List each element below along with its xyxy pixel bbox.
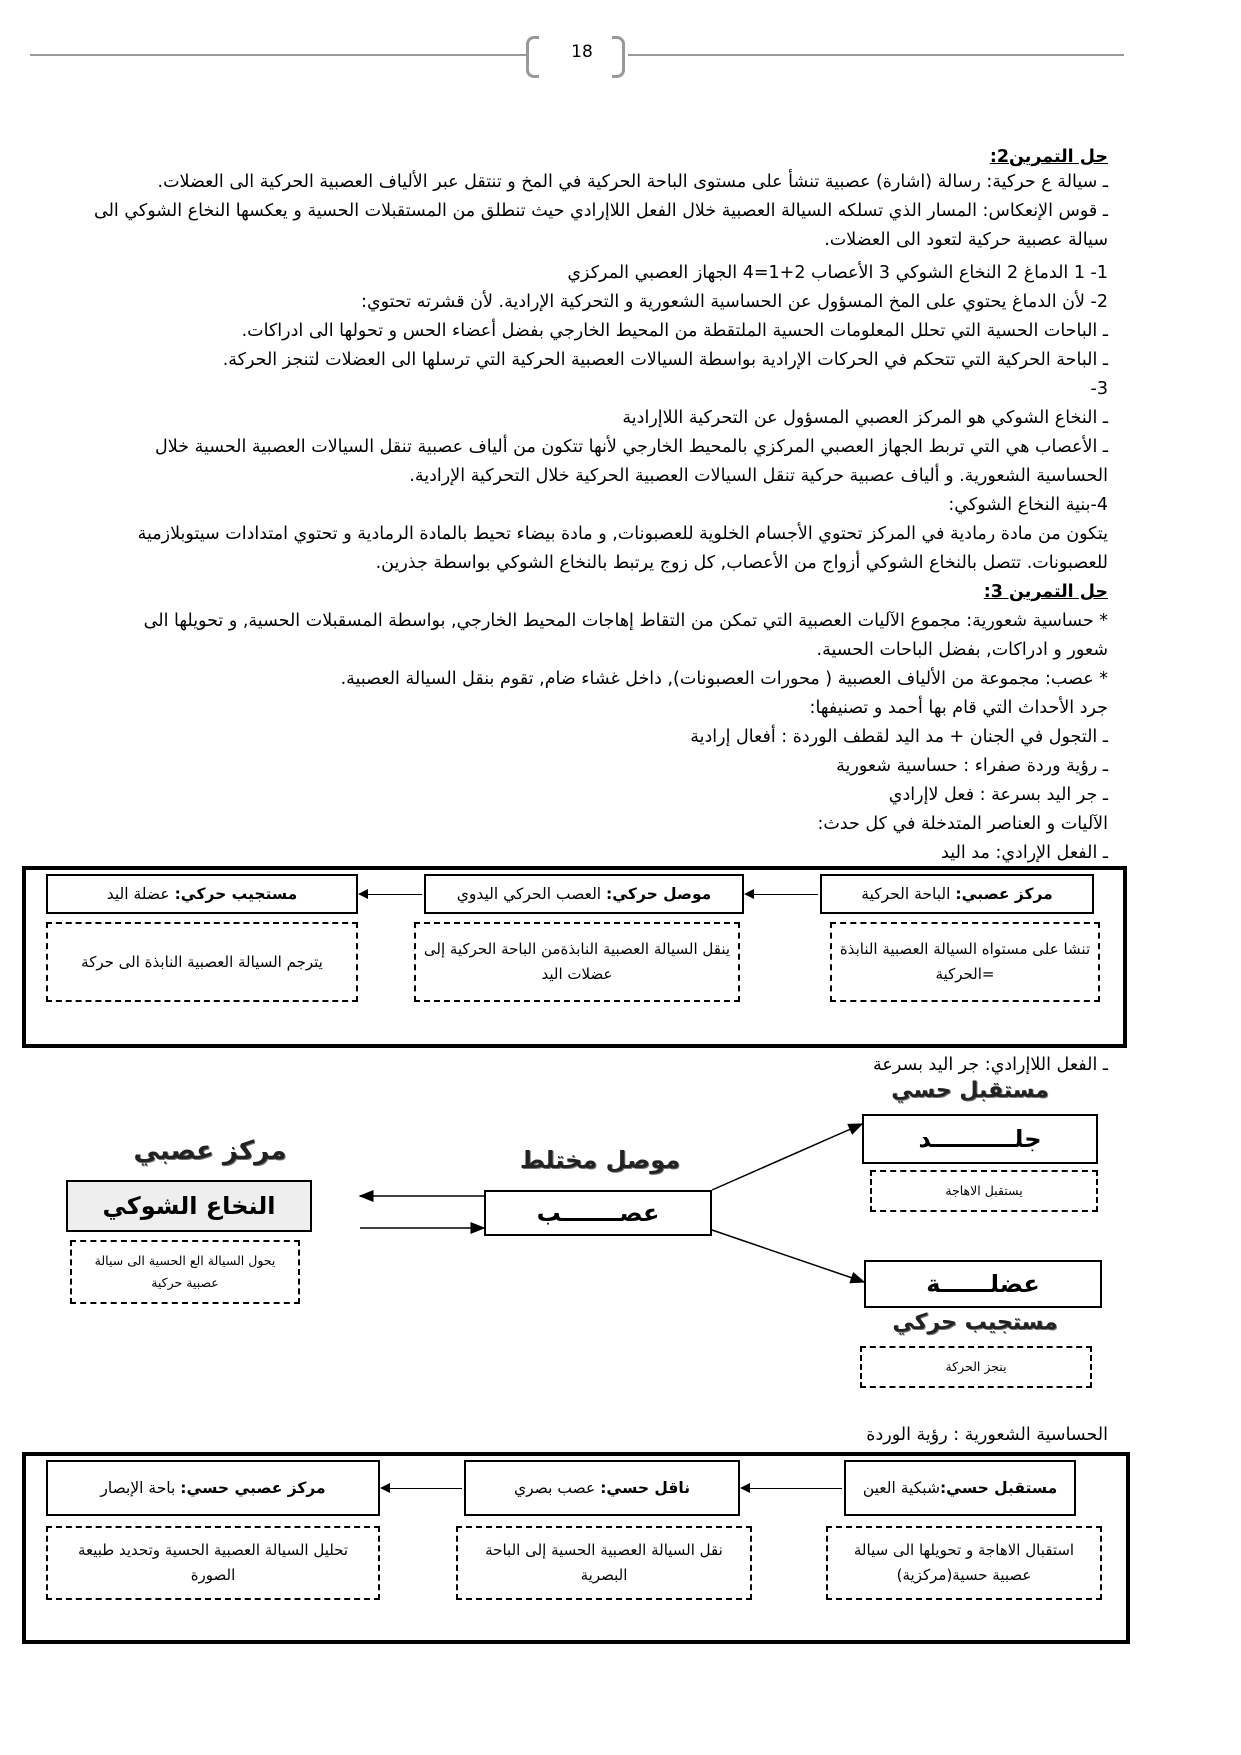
sensory-center-desc: تحليل السيالة العصبية الحسية وتحديد طبيعة الصورة xyxy=(46,1526,380,1600)
voluntary-effector-desc: يترجم السيالة العصبية النابذة الى حركة xyxy=(46,922,358,1002)
reflex-effector-desc: ينجز الحركة xyxy=(860,1346,1092,1388)
ex3-line: الآليات و العناصر المتدخلة في كل حدث: xyxy=(817,814,1108,834)
box-label: مركز عصبي حسي: xyxy=(180,1479,326,1497)
reflex-conductor-title: موصل مختلط xyxy=(519,1146,681,1174)
ex2-line: الحساسية الشعورية. و ألياف عصبية حركية تنقل السيالات العصبية الحركية خلال التحركية الإرادية. xyxy=(409,466,1108,486)
arrow-nerve-to-muscle xyxy=(712,1230,864,1282)
sensory-receptor-box xyxy=(844,1460,1076,1516)
ex2-line: 1- 1 الدماغ 2 النخاع الشوكي 3 الأعصاب 2+1=4 الجهاز العصبي المركزي xyxy=(567,263,1108,283)
ex3-line: * عصب: مجموعة من الألياف العصبية ( محورات العصبونات), داخل غشاء ضام, تقوم بنقل السيالة العصبية. xyxy=(340,669,1108,689)
ex2-line: للعصبونات. تتصل بالنخاع الشوكي أزواج من الأعصاب, كل زوج يرتبط بالنخاع الشوكي بواسطة جذرين. xyxy=(375,553,1108,573)
reflex-effector-title: مستجيب حركي xyxy=(892,1310,1058,1335)
box-value: شبكية العين xyxy=(862,1479,940,1497)
ex3-line: ـ جر اليد بسرعة : فعل لاإرادي xyxy=(888,785,1108,805)
ex2-line: 4-بنية النخاع الشوكي: xyxy=(948,495,1108,515)
box-value: عصب بصري xyxy=(513,1479,596,1497)
ex3-line: ـ الفعل الإرادي: مد اليد xyxy=(941,843,1108,863)
box-label: مستقبل حسي: xyxy=(939,1479,1058,1497)
box-label: ناقل حسي: xyxy=(600,1479,691,1497)
sensory-caption: الحساسية الشعورية : رؤية الوردة xyxy=(866,1425,1108,1445)
ex3-line: ـ رؤية وردة صفراء : حساسية شعورية xyxy=(836,756,1108,776)
reflex-center-box: النخاع الشوكي xyxy=(66,1180,312,1232)
ex3-line: ـ التجول في الجنان + مد اليد لقطف الوردة : أفعال إرادية xyxy=(690,727,1108,747)
ex2-line: ـ الباحات الحسية التي تحلل المعلومات الحسية الملتقطة من المحيط الخارجي بفضل أعضاء الحس و تحولها الى ادراكات. xyxy=(241,321,1108,341)
sensory-conductor-desc: نقل السيالة العصبية الحسية إلى الباحة البصرية xyxy=(456,1526,752,1600)
reflex-center-title: مركز عصبي xyxy=(133,1136,287,1166)
ex2-line: ـ الأعصاب هي التي تربط الجهاز العصبي المركزي بالمحيط الخارجي لأنها تتكون من ألياف عصبية تنقل السيالات العصبية الحسية خلال xyxy=(155,437,1108,457)
reflex-effector-box: عضلــــــة xyxy=(864,1260,1102,1308)
reflex-receptor-box: جلــــــــــد xyxy=(862,1114,1098,1164)
ex2-line: ـ سيالة ع حركية: رسالة (اشارة) عصبية تنشأ على مستوى الباحة الحركية في المخ و تنتقل عبر الألياف العصبية الحركية الى العضلات. xyxy=(157,172,1108,192)
reflex-conductor-box: عصـــــــب xyxy=(484,1190,712,1236)
arrow-left xyxy=(742,1488,842,1489)
reflex-receptor-title: مستقبل حسي xyxy=(891,1078,1049,1103)
voluntary-conductor-desc: ينقل السيالة العصبية النابذةمن الباحة الحركية إلى عضلات اليد xyxy=(414,922,740,1002)
sensory-conductor-box xyxy=(464,1460,740,1516)
voluntary-center-desc: تنشا على مستواه السيالة العصبية النابذة =الحركية xyxy=(830,922,1100,1002)
arrow-receptor-to-nerve xyxy=(712,1124,862,1190)
page-number: 18 xyxy=(571,42,593,62)
ex3-line: * حساسية شعورية: مجموع الآليات العصبية التي تمكن من التقاط إهاجات المحيط الخارجي, بواسطة المسقبلات الحسية, و تحويلها الى xyxy=(143,611,1108,631)
box-label: موصل حركي: xyxy=(606,885,712,903)
ex3-title: حل التمرين 3: xyxy=(983,582,1108,602)
box-value: الباحة الحركية xyxy=(861,885,951,903)
ex2-line: سيالة عصبية حركية لتعود الى العضلات. xyxy=(824,230,1108,250)
ex2-line: ـ قوس الإنعكاس: المسار الذي تسلكه السيالة العصبية خلال الفعل اللاإرادي حيث تنطلق من المستقبلات الحسية و يعكسها النخاع الشوكي الى xyxy=(94,201,1108,221)
ex3-line: شعور و ادراكات, بفضل الباحات الحسية. xyxy=(816,640,1108,660)
reflex-receptor-desc: يستقبل الاهاجة xyxy=(870,1170,1098,1212)
ex2-line: يتكون من مادة رمادية في المركز تحتوي الأجسام الخلوية للعصبونات, و مادة بيضاء تحيط بالمادة الرمادية و تحتوي امتدادات سيتوبلازمية xyxy=(137,524,1108,544)
box-value: باحة الإبصار xyxy=(100,1479,176,1497)
ex2-line: 3- xyxy=(1090,379,1108,399)
arrow-left xyxy=(382,1488,462,1489)
ex2-line: ـ الباحة الحركية التي تتحكم في الحركات الإرادية بواسطة السيالات العصبية الحركية التي ترسلها الى العضلات لتنجز الحركة. xyxy=(222,350,1108,370)
reflex-caption: ـ الفعل اللاإرادي: جر اليد بسرعة xyxy=(873,1055,1108,1075)
box-value: عضلة اليد xyxy=(106,885,170,903)
ex2-title: حل التمرين2: xyxy=(989,147,1108,167)
box-value: العصب الحركي اليدوي xyxy=(456,885,602,903)
sensory-center-box xyxy=(46,1460,380,1516)
box-label: مستجيب حركي: xyxy=(174,885,298,903)
ex2-line: 2- لأن الدماغ يحتوي على المخ المسؤول عن الحساسية الشعورية و التحركية الإرادية. لأن قشرته تحتوي: xyxy=(361,292,1108,312)
box-label: مركز عصبي: xyxy=(955,885,1053,903)
sensory-receptor-desc: استقبال الاهاجة و تحويلها الى سيالة عصبية حسية(مركزية) xyxy=(826,1526,1102,1600)
ex3-line: جرد الأحداث التي قام بها أحمد و تصنيفها: xyxy=(809,698,1108,718)
ex2-line: ـ النخاع الشوكي هو المركز العصبي المسؤول عن التحركية اللاإرادية xyxy=(622,408,1108,428)
reflex-center-desc: يحول السيالة الع الحسية الى سيالة عصبية حركية xyxy=(70,1240,300,1304)
